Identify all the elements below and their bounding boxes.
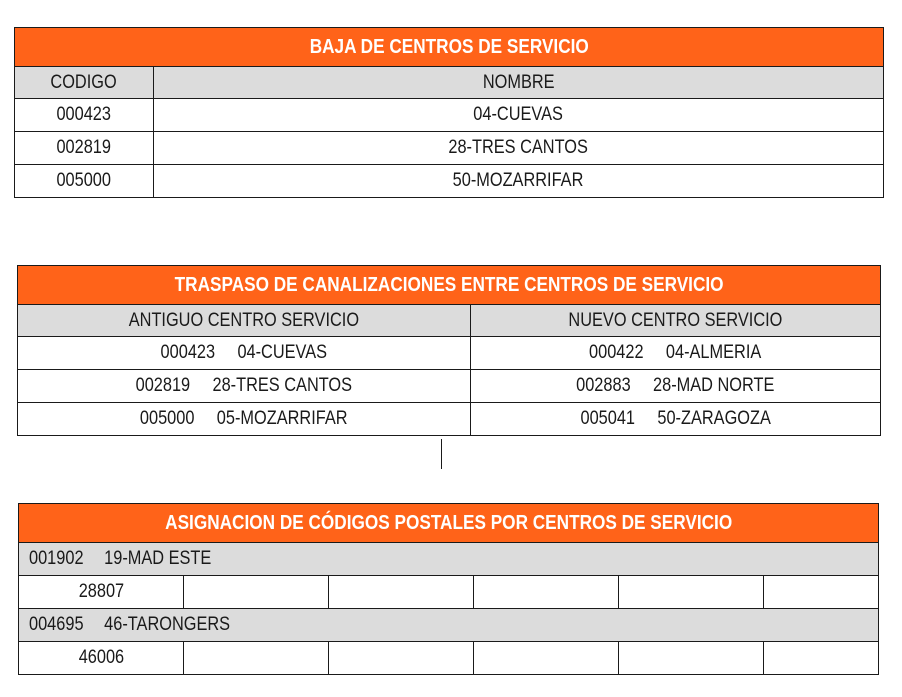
baja-nombre-cell: 04-CUEVAS (154, 99, 884, 132)
baja-header-codigo: CODIGO (15, 67, 154, 99)
baja-codigo-cell: 005000 (15, 165, 154, 198)
new-name: 28-MAD NORTE (653, 375, 775, 396)
divider-line (441, 439, 442, 469)
group-header-cell (19, 609, 879, 642)
postal-code-cell (474, 642, 619, 675)
postal-code-cell (619, 642, 764, 675)
baja-codigo-cell: 002819 (15, 132, 154, 165)
traspaso-old-cell (18, 403, 471, 436)
old-name: 28-TRES CANTOS (212, 375, 353, 396)
postal-code-cell (329, 576, 474, 609)
postal-code-cell (764, 576, 879, 609)
table-row (19, 576, 879, 609)
old-name: 05-MOZARRIFAR (217, 408, 348, 429)
group-row (19, 543, 879, 576)
postal-code-cell: 46006 (19, 642, 184, 675)
table-row (15, 99, 884, 132)
group-name: 46-TARONGERS (104, 614, 231, 635)
table-row (18, 337, 881, 370)
postal-code-cell (619, 576, 764, 609)
traspaso-new-cell (471, 370, 881, 403)
traspaso-old-cell (18, 370, 471, 403)
table-row (18, 403, 881, 436)
old-code: 005000 (140, 408, 195, 429)
group-name: 19-MAD ESTE (104, 548, 212, 569)
baja-table (14, 27, 884, 198)
baja-header-nombre: NOMBRE (154, 67, 884, 99)
traspaso-old-cell (18, 337, 471, 370)
traspaso-new-cell (471, 337, 881, 370)
new-name: 50-ZARAGOZA (657, 408, 771, 429)
postal-code-cell (764, 642, 879, 675)
old-code: 000423 (160, 342, 216, 363)
new-code: 000422 (589, 342, 644, 363)
traspaso-header-antiguo: ANTIGUO CENTRO SERVICIO (18, 305, 471, 337)
baja-nombre-cell: 28-TRES CANTOS (154, 132, 884, 165)
baja-codigo-cell: 000423 (15, 99, 154, 132)
table-row (15, 165, 884, 198)
new-code: 002883 (576, 375, 631, 396)
group-code: 004695 (29, 614, 84, 635)
postal-code-cell (474, 576, 619, 609)
asignacion-title: ASIGNACION DE CÓDIGOS POSTALES POR CENTROS DE SERVICIO (19, 504, 879, 543)
table-row (19, 642, 879, 675)
traspaso-table (17, 265, 881, 436)
asignacion-table (18, 503, 879, 675)
traspaso-new-cell (471, 403, 881, 436)
new-code: 005041 (580, 408, 635, 429)
new-name: 04-ALMERIA (666, 342, 762, 363)
group-row (19, 609, 879, 642)
postal-code-cell (184, 642, 329, 675)
old-code: 002819 (135, 375, 191, 396)
baja-title: BAJA DE CENTROS DE SERVICIO (15, 28, 884, 67)
table-row (15, 132, 884, 165)
baja-nombre-cell: 50-MOZARRIFAR (154, 165, 884, 198)
table-row (18, 370, 881, 403)
postal-code-cell (184, 576, 329, 609)
traspaso-header-nuevo: NUEVO CENTRO SERVICIO (471, 305, 881, 337)
old-name: 04-CUEVAS (237, 342, 328, 363)
group-code: 001902 (29, 548, 84, 569)
postal-code-cell (329, 642, 474, 675)
traspaso-title: TRASPASO DE CANALIZACIONES ENTRE CENTROS DE SERVICIO (18, 266, 881, 305)
postal-code-cell: 28807 (19, 576, 184, 609)
group-header-cell (19, 543, 879, 576)
